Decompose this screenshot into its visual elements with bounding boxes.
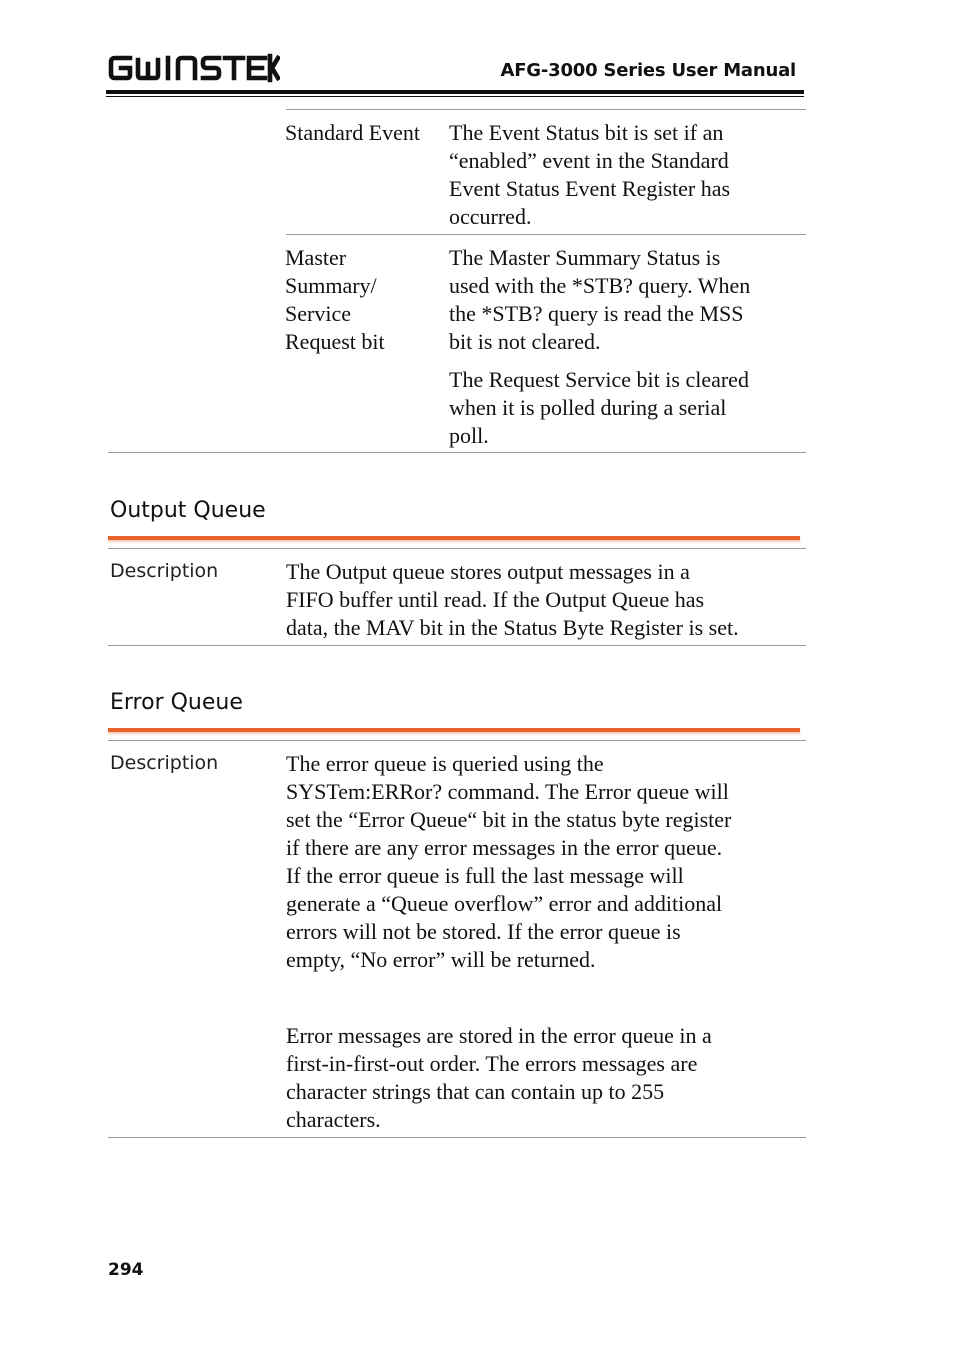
document-title: AFG-3000 Series User Manual <box>500 60 796 81</box>
page-number: 294 <box>108 1260 144 1280</box>
header-rule-thin <box>106 96 804 97</box>
error-queue-label: Description <box>110 752 219 774</box>
section-rule <box>108 740 806 741</box>
table-term-master-summary: Master Summary/ Service Request bit <box>285 245 385 354</box>
section-accent-bar <box>108 536 800 540</box>
table-top-rule <box>286 109 806 110</box>
table-desc-master-summary: The Master Summary Status is used with the *STB? query. When the *STB? query is read the MSS bit is not cleared. <box>449 245 751 354</box>
output-queue-label: Description <box>110 560 219 582</box>
section-title-error-queue: Error Queue <box>110 690 243 715</box>
section-rule <box>108 1137 806 1138</box>
table-bottom-rule <box>108 452 806 453</box>
section-rule <box>108 548 806 549</box>
error-queue-description-1: The error queue is queried using the SYSTem:ERRor? command. The Error queue will set the “Error Queue“ bit in the status byte register if there are any error messages in the error queue. If the error queue is full the last message will generate a “Queue overflow” error and additional errors will not be stored. If the error queue is empty, “No error” will be returned. <box>286 751 732 972</box>
table-row-rule <box>286 234 806 235</box>
table-desc-standard-event: The Event Status bit is set if an “enabled” event in the Standard Event Status Event Register has occurred. <box>449 120 731 229</box>
output-queue-description: The Output queue stores output messages in a FIFO buffer until read. If the Output Queue has data, the MAV bit in the Status Byte Register is set. <box>286 559 739 640</box>
logo-text <box>280 52 281 53</box>
table-term-standard-event: Standard Event <box>285 120 421 145</box>
error-queue-description-2: Error messages are stored in the error queue in a first-in-first-out order. The errors messages are character strings that can contain up to 255 characters. <box>286 1023 712 1132</box>
section-rule <box>108 645 806 646</box>
header-rule-thick <box>106 90 804 94</box>
table-desc-request-service: The Request Service bit is cleared when it is polled during a serial poll. <box>449 367 749 448</box>
section-accent-bar <box>108 728 800 732</box>
gw-instek-logo <box>108 52 280 84</box>
section-title-output-queue: Output Queue <box>110 498 266 523</box>
